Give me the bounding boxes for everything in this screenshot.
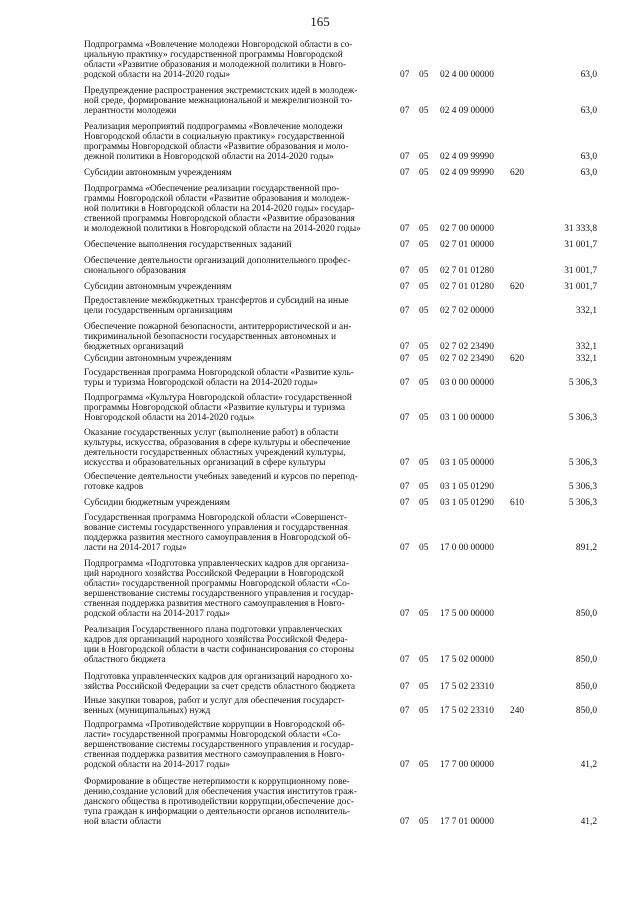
table-row [0, 428, 640, 468]
expense-type-code: 620 [510, 168, 525, 178]
target-article-code: 17 0 00 00000 [440, 543, 494, 553]
section-code: 07 [400, 224, 410, 234]
table-row [0, 368, 640, 388]
subsection-code: 05 [419, 817, 429, 827]
expense-type-code: 610 [510, 498, 525, 508]
amount: 63,0 [580, 168, 597, 178]
subsection-code: 05 [419, 106, 429, 116]
table-row [0, 672, 640, 692]
section-code: 07 [400, 152, 410, 162]
amount: 332,1 [575, 342, 597, 352]
amount: 850,0 [575, 609, 597, 619]
table-row [0, 393, 640, 423]
row-description: Государственная программа Новгородской области «Совершенст- вование системы государственного управления и государственная поддержка развития местного самоуправления в Новгородской об- ласти на 2014-2017 годы» [84, 513, 351, 553]
table-row [0, 696, 640, 716]
table-row [0, 168, 640, 178]
subsection-code: 05 [419, 498, 429, 508]
subsection-code: 05 [419, 306, 429, 316]
table-row [0, 777, 640, 827]
row-description: Подпрограмма «Противодействие коррупции в Новгородской об- ласти» государственной программы Новгородской области «Со- вершенствование системы государственного управления и государ- ственная поддержка развития местного самоуправления в Новго- родской области на 2014-2017 годы» [84, 720, 354, 770]
section-code: 07 [400, 413, 410, 423]
amount: 31 333,8 [564, 224, 597, 234]
target-article-code: 03 1 05 01290 [440, 498, 494, 508]
subsection-code: 05 [419, 458, 429, 468]
table-row [0, 720, 640, 770]
target-article-code: 17 5 00 00000 [440, 609, 494, 619]
subsection-code: 05 [419, 655, 429, 665]
row-description: Субсидии бюджетным учреждениям [84, 498, 230, 508]
row-description: Обеспечение пожарной безопасности, антитеррористической и ан- тикриминальной безопасности государственных автономных и бюджетных организаций [84, 322, 352, 352]
subsection-code: 05 [419, 240, 429, 250]
table-row [0, 559, 640, 619]
table-row [0, 296, 640, 316]
target-article-code: 02 7 02 23490 [440, 354, 494, 364]
target-article-code: 03 0 00 00000 [440, 378, 494, 388]
table-row [0, 40, 640, 80]
subsection-code: 05 [419, 609, 429, 619]
amount: 41,2 [580, 817, 597, 827]
subsection-code: 05 [419, 682, 429, 692]
target-article-code: 17 5 02 23310 [440, 706, 494, 716]
amount: 850,0 [575, 706, 597, 716]
row-description: Государственная программа Новгородской области «Развитие куль- туры и туризма Новгородской области на 2014-2020 годы» [84, 368, 354, 388]
subsection-code: 05 [419, 482, 429, 492]
section-code: 07 [400, 706, 410, 716]
row-description: Иные закупки товаров, работ и услуг для обеспечения государст- венных (муниципальных) нужд [84, 696, 345, 716]
subsection-code: 05 [419, 706, 429, 716]
section-code: 07 [400, 168, 410, 178]
section-code: 07 [400, 498, 410, 508]
row-description: Подпрограмма «Обеспечение реализации государственной про- граммы Новгородской области «Развитие образования и молодеж- ной политики в Новгородской области на 2014-2020 годы» государ- ственной программы Новгородской области «Развитие образования и молодежной политики в Новгородской области на 2014-2020 годы» [84, 184, 361, 234]
amount: 31 001,7 [564, 282, 597, 292]
table-row [0, 86, 640, 116]
amount: 41,2 [580, 760, 597, 770]
table-row [0, 240, 640, 250]
target-article-code: 17 7 01 00000 [440, 817, 494, 827]
table-row [0, 472, 640, 492]
target-article-code: 02 7 01 00000 [440, 240, 494, 250]
section-code: 07 [400, 458, 410, 468]
amount: 332,1 [575, 354, 597, 364]
target-article-code: 02 7 01 01280 [440, 266, 494, 276]
amount: 5 306,3 [568, 498, 597, 508]
amount: 5 306,3 [568, 378, 597, 388]
amount: 5 306,3 [568, 482, 597, 492]
section-code: 07 [400, 354, 410, 364]
amount: 63,0 [580, 70, 597, 80]
row-description: Обеспечение деятельности учебных заведений и курсов по перепод- готовке кадров [84, 472, 358, 492]
row-description: Субсидии автономным учреждениям [84, 282, 232, 292]
section-code: 07 [400, 282, 410, 292]
subsection-code: 05 [419, 354, 429, 364]
row-description: Субсидии автономным учреждениям [84, 354, 232, 364]
section-code: 07 [400, 266, 410, 276]
target-article-code: 02 4 09 99990 [440, 168, 494, 178]
row-description: Обеспечение выполнения государственных заданий [84, 240, 292, 250]
subsection-code: 05 [419, 168, 429, 178]
amount: 31 001,7 [564, 240, 597, 250]
row-description: Оказание государственных услуг (выполнение работ) в области культуры, искусства, образования в сфере культуры и обеспечение деятельности государственных областных учреждений культуры, искусства и образовательных организаций в сфере культуры [84, 428, 351, 468]
table-row [0, 184, 640, 234]
target-article-code: 02 4 00 00000 [440, 70, 494, 80]
section-code: 07 [400, 760, 410, 770]
section-code: 07 [400, 609, 410, 619]
table-row [0, 625, 640, 665]
section-code: 07 [400, 70, 410, 80]
subsection-code: 05 [419, 413, 429, 423]
amount: 63,0 [580, 106, 597, 116]
row-description: Обеспечение деятельности организаций дополнительного профес- сионального образования [84, 256, 351, 276]
table-row [0, 498, 640, 508]
row-description: Предоставление межбюджетных трансфертов и субсидий на иные цели государственным организациям [84, 296, 349, 316]
amount: 5 306,3 [568, 458, 597, 468]
section-code: 07 [400, 106, 410, 116]
target-article-code: 02 4 09 99990 [440, 152, 494, 162]
row-description: Подпрограмма «Вовлечение молодежи Новгородской области в со- циальную практику» государственной программы Новгородской области «Развитие образования и молодежной политики в Новго- родской области на 2014-2020 годы» [84, 40, 353, 80]
expense-type-code: 620 [510, 354, 525, 364]
row-description: Субсидии автономным учреждениям [84, 168, 232, 178]
row-description: Реализация Государственного плана подготовки управленческих кадров для организаций народного хозяйства Российской Федера- ции в Новгородской области в части софинансирования со стороны областного бюджета [84, 625, 355, 665]
table-row [0, 322, 640, 352]
subsection-code: 05 [419, 266, 429, 276]
target-article-code: 02 7 02 23490 [440, 342, 494, 352]
section-code: 07 [400, 655, 410, 665]
subsection-code: 05 [419, 378, 429, 388]
amount: 332,1 [575, 306, 597, 316]
row-description: Формирование в обществе нетерпимости к коррупционному пове- дению,создание условий для обеспечения участия институтов граж- данского общества в противодействии коррупции,обеспечение дос- тупа граждан к информации о деятельности органов исполнитель- ной власти области [84, 777, 357, 827]
row-description: Реализация мероприятий подпрограммы «Вовлечение молодежи Новгородской области в социальную практику» государственной программы Новгородской области «Развитие образования и моло- дежной политики в Новгородской области на 2014-2020 годы» [84, 122, 349, 162]
expense-type-code: 620 [510, 282, 525, 292]
amount: 31 001,7 [564, 266, 597, 276]
subsection-code: 05 [419, 282, 429, 292]
amount: 63,0 [580, 152, 597, 162]
table-row [0, 354, 640, 364]
section-code: 07 [400, 240, 410, 250]
subsection-code: 05 [419, 152, 429, 162]
subsection-code: 05 [419, 760, 429, 770]
target-article-code: 03 1 00 00000 [440, 413, 494, 423]
subsection-code: 05 [419, 342, 429, 352]
target-article-code: 17 5 02 00000 [440, 655, 494, 665]
target-article-code: 02 7 01 01280 [440, 282, 494, 292]
subsection-code: 05 [419, 224, 429, 234]
table-row [0, 256, 640, 276]
row-description: Предупреждение распространения экстремистских идей в молодеж- ной среде, формирование межнациональной и межрелигиозной то- лерантности молодежи [84, 86, 358, 116]
target-article-code: 02 7 02 00000 [440, 306, 494, 316]
target-article-code: 17 5 02 23310 [440, 682, 494, 692]
table-row [0, 122, 640, 162]
section-code: 07 [400, 342, 410, 352]
target-article-code: 17 7 00 00000 [440, 760, 494, 770]
table-row [0, 282, 640, 292]
target-article-code: 02 7 00 00000 [440, 224, 494, 234]
section-code: 07 [400, 682, 410, 692]
amount: 850,0 [575, 682, 597, 692]
page-number: 165 [310, 14, 330, 29]
target-article-code: 03 1 05 01290 [440, 482, 494, 492]
section-code: 07 [400, 817, 410, 827]
subsection-code: 05 [419, 543, 429, 553]
row-description: Подпрограмма «Подготовка управленческих кадров для организа- ций народного хозяйства Российской Федерации в Новгородской области» государственной программы Новгородской области «Со- вершенствование системы государственного управления и государ- ственная поддержка развития местного самоуправления в Новго- родской области на 2014-2017 годы» [84, 559, 354, 619]
row-description: Подпрограмма «Культура Новгородской области» государственной программы Новгородской области «Развитие культуры и туризма Новгородской области на 2014-2020 годы» [84, 393, 352, 423]
expense-type-code: 240 [510, 706, 525, 716]
target-article-code: 02 4 09 00000 [440, 106, 494, 116]
table-row [0, 513, 640, 553]
section-code: 07 [400, 543, 410, 553]
section-code: 07 [400, 482, 410, 492]
section-code: 07 [400, 378, 410, 388]
amount: 5 306,3 [568, 413, 597, 423]
row-description: Подготовка управленческих кадров для организаций народного хо- зяйства Российской Федерации за счет средств областного бюджета [84, 672, 356, 692]
section-code: 07 [400, 306, 410, 316]
amount: 891,2 [575, 543, 597, 553]
amount: 850,0 [575, 655, 597, 665]
target-article-code: 03 1 05 00000 [440, 458, 494, 468]
subsection-code: 05 [419, 70, 429, 80]
